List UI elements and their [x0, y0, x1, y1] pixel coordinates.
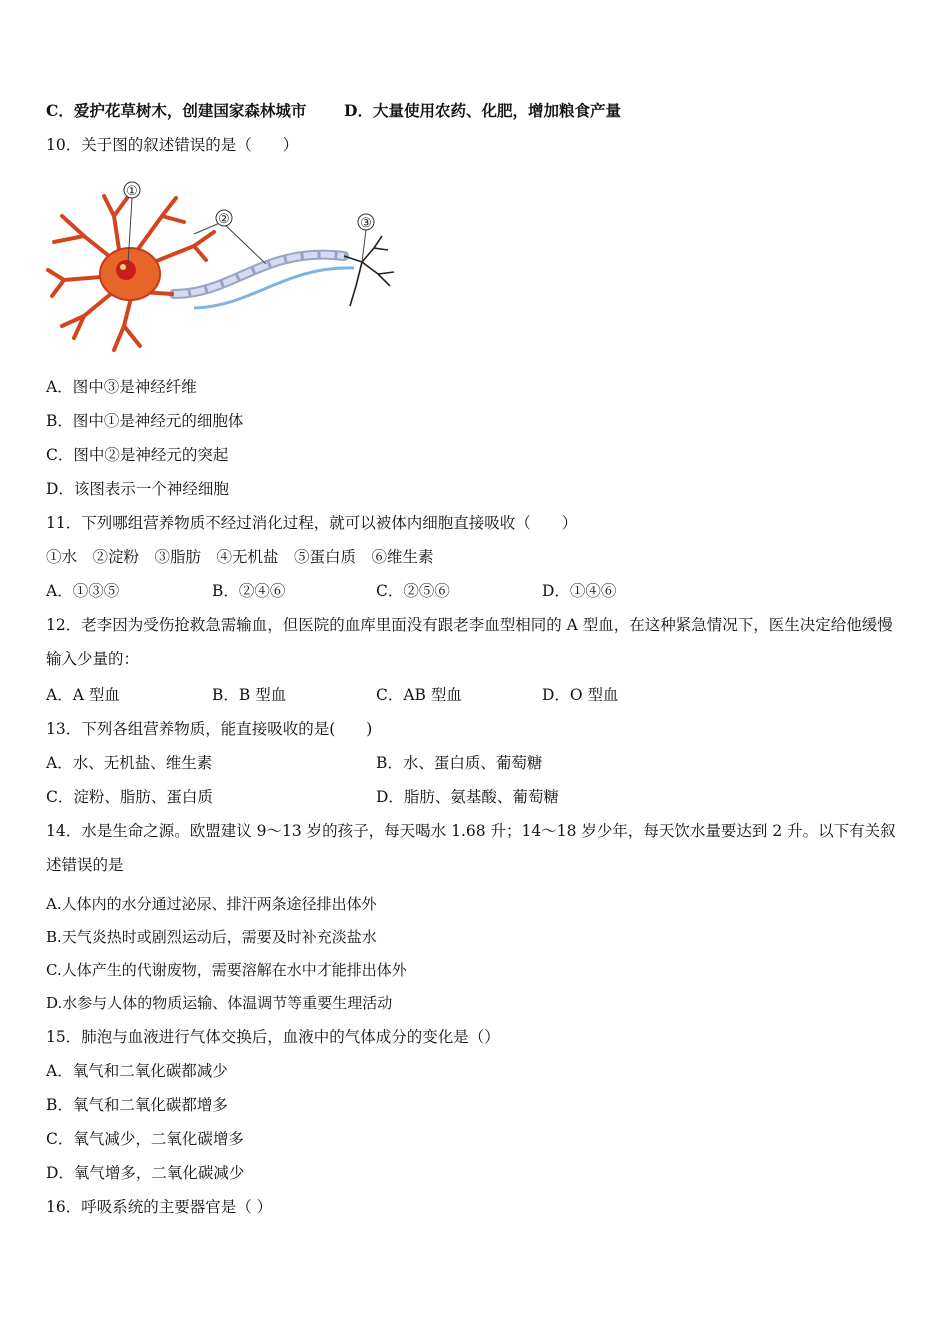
q14-option-c: C.人体产生的代谢废物，需要溶解在水中才能排出体外	[46, 961, 407, 979]
q11-option-a: A．①③⑤	[46, 582, 120, 600]
q14-option-b: B.天气炎热时或剧烈运动后，需要及时补充淡盐水	[46, 928, 377, 946]
q15-option-d: D．氧气增多，二氧化碳减少	[46, 1164, 245, 1182]
q14-option-a: A.人体内的水分通过泌尿、排汗两条途径排出体外	[46, 895, 377, 913]
neuron-diagram	[44, 176, 404, 356]
q10-option-a: A．图中③是神经纤维	[46, 378, 197, 396]
q14-stem: 14．水是生命之源。欧盟建议 9～13 岁的孩子，每天喝水 1.68 升；14～18 岁少年，每天饮水量要达到 2 升。以下有关叙述错误的是	[46, 822, 896, 874]
q11-option-b: B．②④⑥	[212, 582, 286, 600]
q14-option-d: D.水参与人体的物质运输、体温调节等重要生理活动	[46, 994, 393, 1012]
label-1: ①	[126, 184, 138, 199]
q13-option-a: A．水、无机盐、维生素	[46, 754, 213, 772]
q11-option-c: C．②⑤⑥	[376, 582, 450, 600]
q10-option-d: D．该图表示一个神经细胞	[46, 480, 229, 498]
axon-terminal	[344, 236, 394, 306]
q15-option-c: C．氧气减少，二氧化碳增多	[46, 1130, 244, 1148]
q13-option-b: B．水、蛋白质、葡萄糖	[376, 754, 543, 772]
q10-option-c: C．图中②是神经元的突起	[46, 446, 229, 464]
q13-option-c: C．淀粉、脂肪、蛋白质	[46, 788, 213, 806]
q15-option-a: A．氧气和二氧化碳都减少	[46, 1062, 228, 1080]
q12-option-c: C．AB 型血	[376, 686, 462, 704]
q13-stem: 13．下列各组营养物质，能直接吸收的是( )	[46, 720, 373, 738]
q12-option-a: A．A 型血	[46, 686, 120, 704]
q12-stem: 12．老李因为受伤抢救急需输血，但医院的血库里面没有跟老李血型相同的 A 型血，在这种紧急情况下，医生决定给他缓慢输入少量的：	[46, 616, 893, 668]
q15-option-b: B．氧气和二氧化碳都增多	[46, 1096, 228, 1114]
q13-option-d: D．脂肪、氨基酸、葡萄糖	[376, 788, 559, 806]
q15-stem: 15．肺泡与血液进行气体交换后，血液中的气体成分的变化是（）	[46, 1028, 500, 1046]
label-2: ②	[218, 212, 230, 227]
q9-option-c: C．爱护花草树木，创建国家森林城市	[46, 101, 307, 120]
q9-option-d: D．大量使用农药、化肥，增加粮食产量	[344, 101, 621, 120]
q11-option-d: D．①④⑥	[542, 582, 617, 600]
q11-stem: 11．下列哪组营养物质不经过消化过程，就可以被体内细胞直接吸收（ ）	[46, 514, 578, 532]
label-3: ③	[360, 216, 372, 231]
q16-stem: 16．呼吸系统的主要器官是（ ）	[46, 1198, 273, 1216]
q10-stem: 10．关于图的叙述错误的是（ ）	[46, 136, 299, 154]
q11-items: ①水 ②淀粉 ③脂肪 ④无机盐 ⑤蛋白质 ⑥维生素	[46, 548, 434, 566]
q10-option-b: B．图中①是神经元的细胞体	[46, 412, 244, 430]
q12-option-d: D．O 型血	[542, 686, 619, 704]
q12-option-b: B．B 型血	[212, 686, 287, 704]
nucleus	[116, 260, 136, 280]
